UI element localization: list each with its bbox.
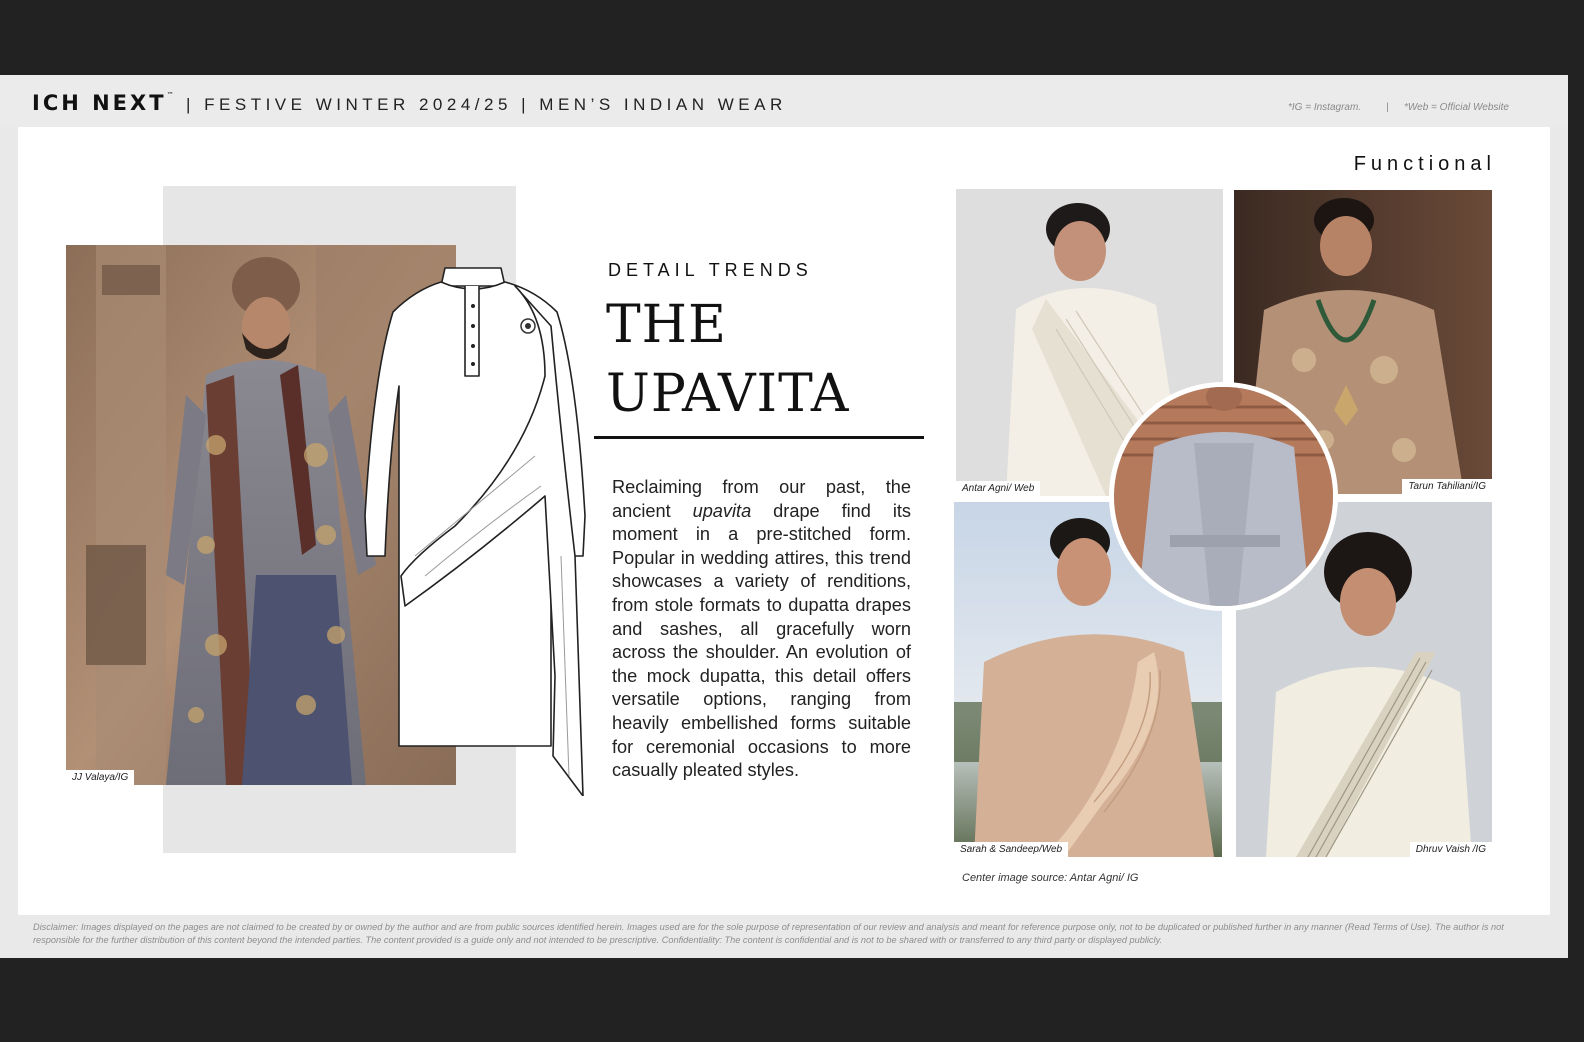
description-emphasis: upavita (692, 500, 752, 521)
photo-credit: Sarah & Sandeep/Web (954, 842, 1068, 857)
legend-instagram: *IG = Instagram. (1288, 102, 1362, 113)
title-divider (594, 436, 924, 439)
section-label: Functional (1353, 153, 1496, 175)
center-circle-photo (1109, 382, 1338, 611)
center-image-source: Center image source: Antar Agni/ IG (962, 872, 1139, 884)
header-title: | FESTIVE WINTER 2024/25 | MEN’S INDIAN WEAR (186, 95, 787, 114)
photo-credit: Dhruv Vaish /IG (1410, 842, 1492, 857)
photo-credit: Tarun Tahiliani/IG (1402, 479, 1492, 494)
kurta-sketch-drawing (355, 256, 595, 796)
photo-credit: JJ Valaya/IG (66, 770, 134, 785)
description-part-2: drape find its moment in a pre-stitched form. Popular in wedding attires, this trend showcases a variety of renditions, from stole formats to dupatta drapes and sashes, all gracefully worn across the shoulder. An evolution of the mock dupatta, this detail offers versatile options, ranging from heavily embellished forms suitable for ceremonial occasions to more casually pleated styles. (612, 500, 912, 781)
trend-description (612, 476, 911, 783)
trademark: ™ (166, 91, 174, 99)
center-circle-illustration (1114, 387, 1333, 606)
description-part-1: Reclaiming from our past, the ancient (612, 477, 911, 521)
disclaimer-text: Disclaimer: Images displayed on the pages are not claimed to be created by or owned by the author and are from public sources identified herein. Images used are for the sole purpose of representation of our review and analysis and meant for reference purpose only, not to be duplicated or published further in any manner (Read Terms of Use). The author is not responsible for the further distribution of this content beyond the intended parties. The content provided is a guide only and not intended to be prescriptive. Confidentiality: The content is confidential and is not to be shared with or transferred to any third party or displayed publicly. (33, 922, 1504, 945)
brand-name: ICH NEXT (32, 91, 167, 115)
photo-credit: Antar Agni/ Web (956, 481, 1040, 496)
legend-website: *Web = Official Website (1404, 102, 1509, 113)
brand-logo (32, 91, 174, 115)
title-line-2: UPAVITA (606, 364, 850, 424)
detail-label: DETAIL TRENDS (608, 260, 813, 280)
legend-separator: | (1386, 102, 1389, 113)
kurta-sketch (355, 256, 595, 796)
title-line-1: THE (606, 295, 727, 355)
